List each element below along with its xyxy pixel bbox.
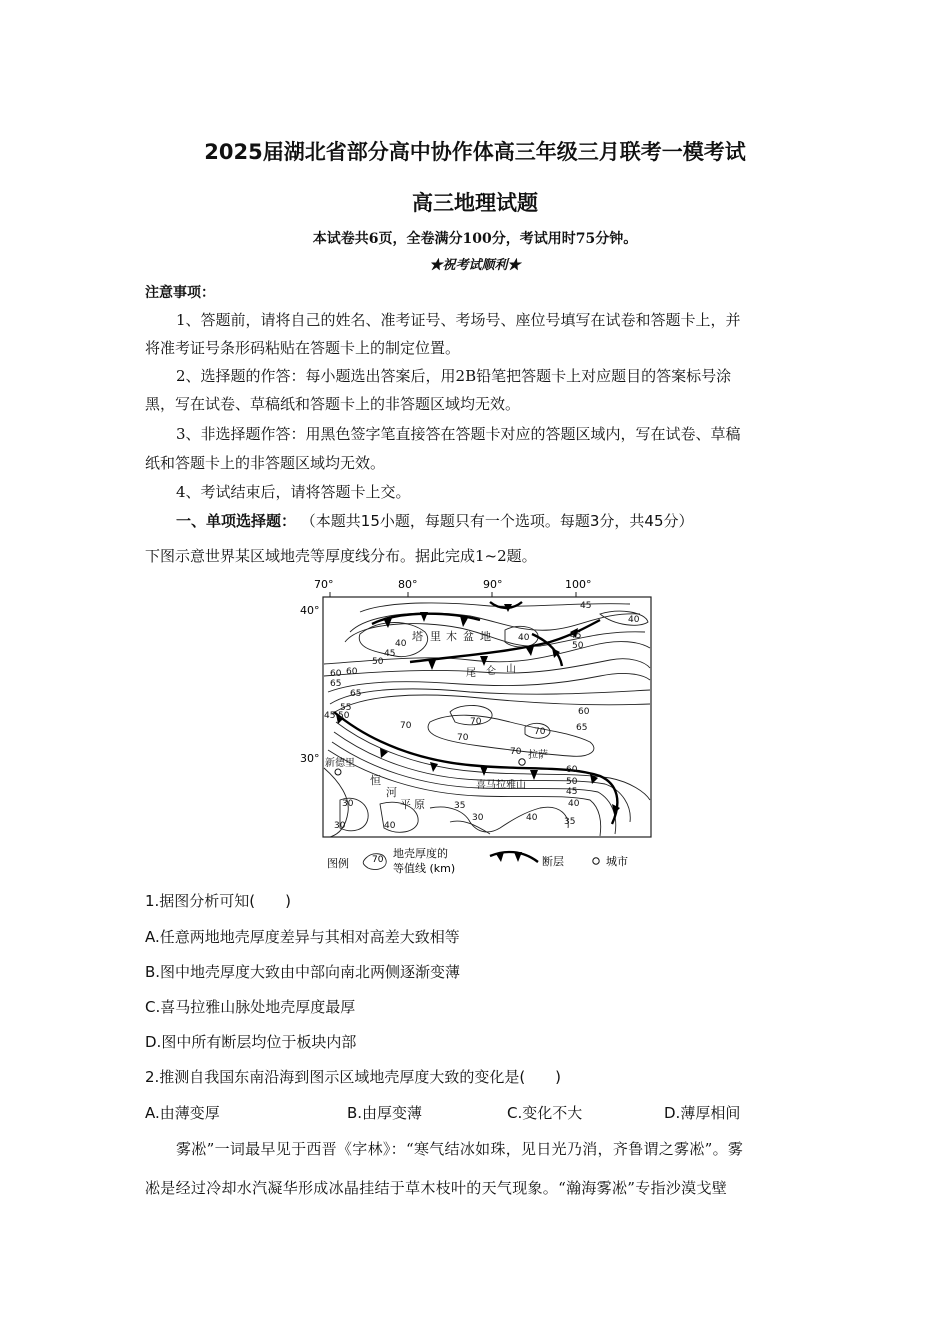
contour-label: 70	[534, 727, 546, 737]
legend-city-text: 城市	[606, 855, 628, 868]
ganges-label-char: 恒	[370, 774, 381, 787]
question-intro: 下图示意世界某区域地壳等厚度线分布。据此完成1~2题。	[145, 547, 537, 565]
question-1-option[interactable]: C.喜马拉雅山脉处地壳厚度最厚	[145, 998, 356, 1016]
lat-label: 40°	[300, 604, 320, 617]
question-1-option[interactable]: A.任意两地地壳厚度差异与其相对高差大致相等	[145, 928, 460, 946]
contour-label: 50	[572, 641, 584, 651]
question-2-option[interactable]: D.薄厚相间	[664, 1104, 741, 1122]
contour-label: 30	[472, 813, 484, 823]
contour-line	[430, 807, 568, 832]
contour-label: 40	[526, 813, 538, 823]
kunlun-label-char: 山	[506, 664, 516, 675]
note-line: 将准考证号条形码粘贴在答题卡上的制定位置。	[145, 339, 461, 357]
contour-label: 45	[580, 601, 592, 611]
question-2-stem: 2.推测自我国东南沿海到图示区域地壳厚度大致的变化是( )	[145, 1068, 562, 1086]
contour-label: 65	[576, 723, 588, 733]
contour-label: 70	[457, 733, 469, 743]
note-line: 4、考试结束后，请将答题卡上交。	[176, 483, 411, 501]
lhasa-label: 拉萨	[528, 750, 548, 761]
contour-line	[345, 624, 645, 647]
fault-triangle	[420, 612, 428, 622]
contour-label: 50	[338, 711, 350, 721]
contour-label: 45	[384, 649, 396, 659]
section-title: 一、单项选择题：	[176, 512, 297, 530]
question-1-stem: 1.据图分析可知( )	[145, 892, 292, 910]
good-luck-line: ★祝考试顺利★	[429, 258, 521, 273]
notes-heading: 注意事项：	[145, 285, 215, 301]
fault-triangle	[430, 762, 438, 772]
exam-info: 本试卷共6页，全卷满分100分，考试用时75分钟。	[312, 231, 638, 247]
tarim-label-char: 盆	[463, 630, 474, 643]
note-line: 黑，写在试卷、草稿纸和答题卡上的非答题区域均无效。	[145, 395, 521, 413]
contour-label: 45	[570, 631, 582, 641]
legend-contour-value: 70	[372, 855, 384, 865]
lon-label: 70°	[314, 578, 334, 591]
fault-triangle	[530, 770, 538, 780]
passage-line: 雾凇”一词最早见于西晋《字林》：“寒气结冰如珠，见日光乃消，齐鲁谓之雾凇”。雾	[176, 1140, 744, 1158]
fault-triangle	[480, 766, 488, 776]
note-line: 2、选择题的作答：每小题选出答案后，用2B铅笔把答题卡上对应题目的答案标号涂	[176, 367, 732, 385]
lon-label: 80°	[398, 578, 418, 591]
contour-line	[600, 611, 648, 625]
contour-label: 60	[566, 765, 578, 775]
contour-label: 35	[454, 801, 466, 811]
contour-label: 45	[566, 787, 578, 797]
himalaya-label: 喜马拉雅山	[476, 780, 526, 791]
question-2-option[interactable]: B.由厚变薄	[347, 1104, 423, 1122]
lat-label: 30°	[300, 752, 320, 765]
contour-label: 60	[330, 669, 342, 679]
contour-label: 40	[518, 633, 530, 643]
exam-title: 2025届湖北省部分高中协作体高三年级三月联考一模考试	[204, 140, 746, 164]
lhasa-city-marker	[519, 759, 525, 765]
delhi-city-marker	[335, 769, 341, 775]
contour-label: 65	[330, 679, 342, 689]
kunlun-label-char: 仑	[486, 666, 496, 677]
lon-label: 90°	[483, 578, 503, 591]
kunlun-label-char: 尾	[466, 668, 476, 679]
contour-label: 45	[324, 711, 336, 721]
delhi-label: 新德里	[325, 758, 355, 769]
fault-triangle	[514, 852, 522, 862]
question-2-option[interactable]: A.由薄变厚	[145, 1104, 220, 1122]
legend-title: 图例	[327, 857, 349, 870]
lon-label: 100°	[565, 578, 592, 591]
crust-thickness-map	[300, 572, 660, 880]
question-1-option[interactable]: D.图中所有断层均位于板块内部	[145, 1033, 357, 1051]
note-line: 3、非选择题作答：用黑色签字笔直接答在答题卡对应的答题区域内，写在试卷、草稿	[176, 425, 741, 443]
section-heading	[176, 510, 694, 531]
contour-label: 50	[372, 657, 384, 667]
contour-label: 55	[340, 703, 352, 713]
tarim-label-char: 塔	[412, 630, 423, 643]
legend-contour-text: 地壳厚度的	[393, 847, 448, 860]
question-2-option[interactable]: C.变化不大	[507, 1104, 583, 1122]
contour-label: 60	[578, 707, 590, 717]
contour-label: 30	[334, 821, 346, 831]
passage-line: 凇是经过冷却水汽凝华形成冰晶挂结于草木枝叶的天气现象。“瀚海雾凇”专指沙漠戈壁	[145, 1179, 728, 1197]
legend-fault-text: 断层	[542, 855, 564, 868]
tarim-label-char: 木	[446, 630, 457, 643]
ganges-label-char: 原	[414, 798, 425, 811]
tarim-label-char: 里	[430, 630, 441, 643]
question-1-option[interactable]: B.图中地壳厚度大致由中部向南北两侧逐渐变薄	[145, 963, 461, 981]
map-legend	[327, 846, 628, 875]
contour-label: 35	[564, 817, 576, 827]
contour-label: 65	[350, 689, 362, 699]
contour-label: 40	[384, 821, 396, 831]
legend-contour-text: 等值线 (km)	[393, 862, 456, 875]
fault-triangle	[428, 660, 436, 670]
contour-label: 40	[628, 615, 640, 625]
contour-line	[330, 689, 650, 704]
contour-label: 50	[566, 777, 578, 787]
contour-label: 40	[395, 639, 407, 649]
subject-title: 高三地理试题	[412, 191, 538, 215]
tarim-label-char: 地	[480, 630, 491, 643]
contour-label: 70	[510, 747, 522, 757]
note-line: 1、答题前，请将自己的姓名、准考证号、考场号、座位号填写在试卷和答题卡上，并	[176, 311, 741, 329]
ganges-label-char: 平	[400, 798, 411, 811]
contour-label: 60	[346, 667, 358, 677]
note-line: 纸和答题卡上的非答题区域均无效。	[145, 454, 386, 472]
legend-city-symbol	[593, 858, 599, 864]
contour-label: 70	[470, 717, 482, 727]
legend-fault-symbol	[490, 852, 538, 862]
contour-label: 70	[400, 721, 412, 731]
contour-label: 30	[342, 799, 354, 809]
ganges-label-char: 河	[386, 786, 397, 799]
section-desc: （本题共15小题，每题只有一个选项。每题3分，共45分）	[300, 512, 694, 530]
contour-label: 40	[568, 799, 580, 809]
